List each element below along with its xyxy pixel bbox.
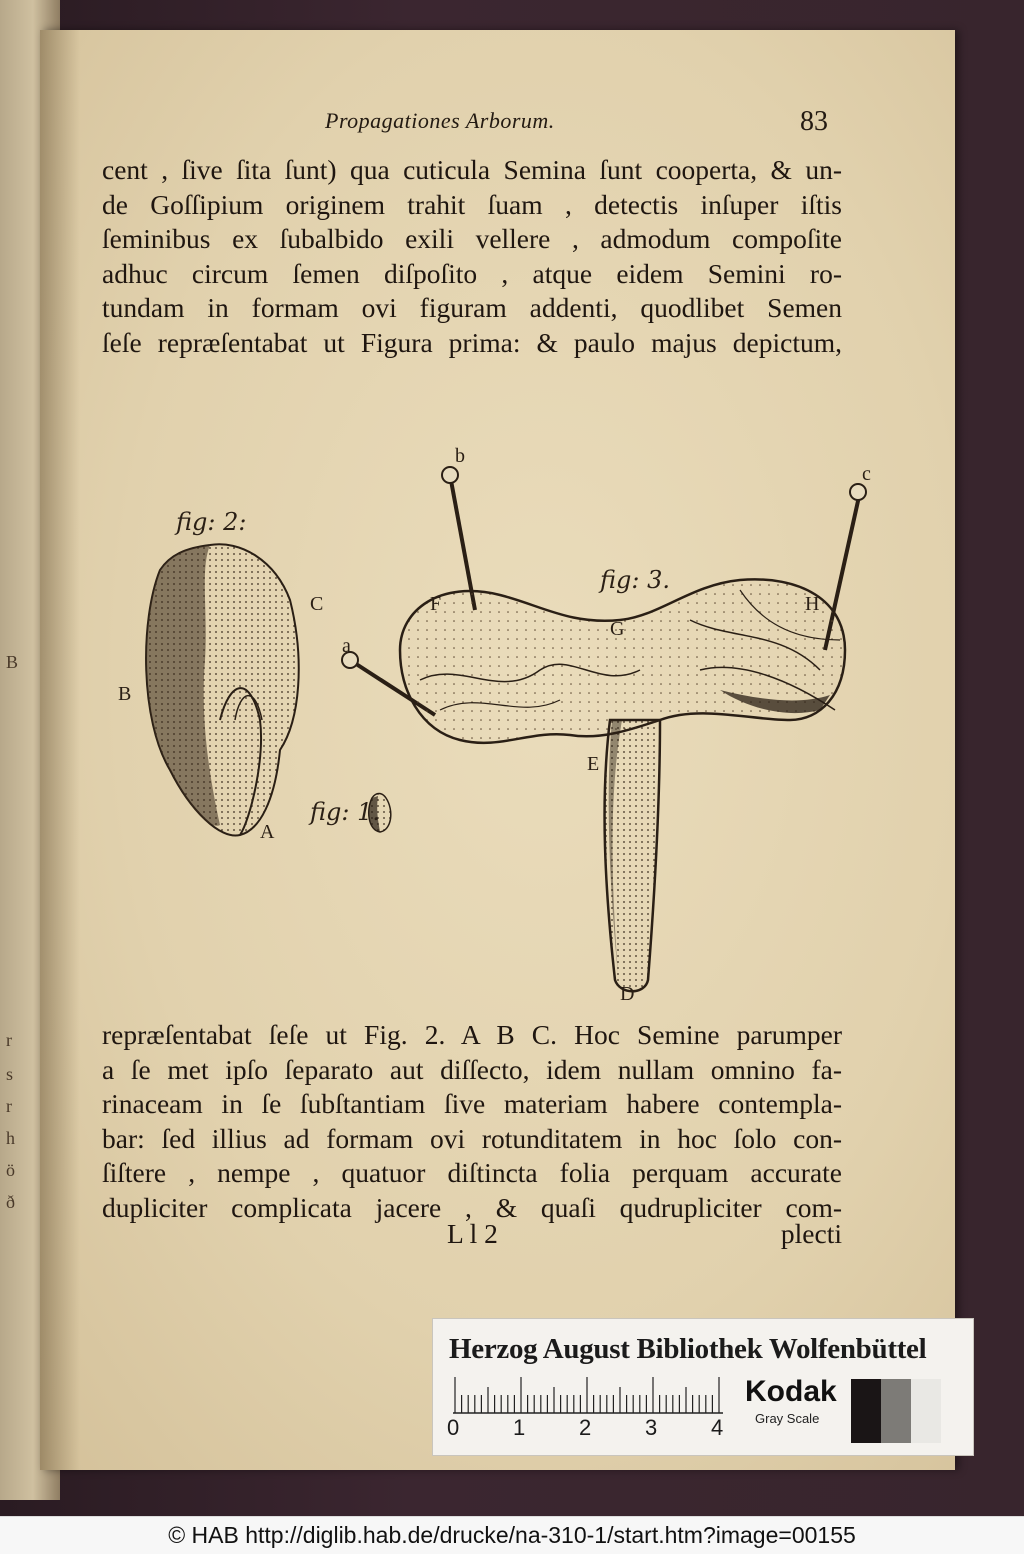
ruler-ticks [453, 1375, 723, 1415]
text-line: bar: ſed illius ad formam ovi rotunditatem in hoc ſolo con- [102, 1122, 842, 1154]
fig1-caption: fig: 1. [310, 798, 380, 826]
text-line: dupliciter complicata jacere , & quaſi qudrupliciter com- [102, 1191, 842, 1223]
engraved-illustration [100, 420, 871, 1010]
text-line: rinaceam in ſe ſubſtantiam ſive materiam habere contempla- [102, 1088, 842, 1120]
fig1-seed [308, 794, 391, 833]
margin-mark: h [6, 1128, 15, 1148]
swatch-mid [881, 1379, 911, 1443]
swatch-light [911, 1379, 941, 1443]
illustration-svg [100, 420, 871, 1010]
fig3-caption: fig: 3. [600, 566, 670, 594]
text-line: ſiſtere , nempe , quatuor diſtincta folia perquam accurate [102, 1157, 842, 1189]
fig2-caption: fig: 2: [176, 508, 247, 536]
text-line: adhuc circum ſemen diſpoſito , atque eidem Semini ro- [102, 257, 842, 289]
margin-mark: r [6, 1096, 12, 1116]
label-H: H [805, 593, 820, 615]
page-foot [102, 1218, 842, 1254]
ruler-numbers [447, 1415, 737, 1443]
ruler-number: 2 [579, 1415, 592, 1440]
text-line: repræſentabat ſeſe ut Fig. 2. A B C. Hoc Semine parumper [102, 1019, 842, 1050]
margin-mark: B [6, 652, 19, 672]
text-block-bottom [102, 1018, 842, 1226]
ruler-number: 3 [645, 1415, 658, 1440]
page-number: 83 [800, 106, 828, 137]
fig3-seedling [342, 445, 871, 1005]
label-B: B [118, 683, 132, 705]
library-name: Herzog August Bibliothek Wolfenbüttel [449, 1333, 927, 1365]
running-head: Propagationes Arborum. [325, 108, 555, 133]
kodak-logo: Kodak [745, 1375, 837, 1408]
ruler-number: 4 [711, 1415, 724, 1440]
label-G: G [610, 618, 625, 640]
text-line: ſeminibus ex ſubalbido exili vellere , admodum compoſite [102, 223, 842, 255]
gutter-shadow [40, 30, 80, 1470]
credit-link[interactable]: © HAB http://diglib.hab.de/drucke/na-310-1/start.htm?image=00155 [168, 1522, 856, 1548]
label-c: c [862, 463, 871, 485]
catchword: plecti [780, 1218, 842, 1249]
ruler-scale [453, 1375, 723, 1415]
label-F: F [430, 593, 442, 615]
ruler-number: 0 [447, 1415, 460, 1440]
library-scale-card [432, 1318, 974, 1456]
text-line: cent , ſive ſita ſunt) qua cuticula Semina ſunt cooperta, & un- [102, 154, 842, 185]
book-page [40, 30, 955, 1470]
fig2-seed [118, 508, 323, 843]
text-line: tundam in formam ovi figuram addenti, quodlibet Semen [102, 292, 842, 324]
footer-credit [0, 1516, 1024, 1554]
margin-mark: s [6, 1064, 14, 1084]
ruler-number: 1 [513, 1415, 526, 1440]
gray-swatches [851, 1379, 941, 1443]
text-line: ſeſe repræſentabat ut Figura prima: & paulo majus depictum, [102, 326, 842, 358]
text-line: a ſe met ipſo ſeparato aut diſſecto, idem nullam omnino fa- [102, 1053, 842, 1085]
swatch-dark [851, 1379, 881, 1443]
label-b: b [455, 445, 465, 467]
label-a: a [342, 635, 351, 657]
label-C: C [310, 593, 324, 615]
label-A: A [260, 821, 275, 843]
signature-mark: L l 2 [447, 1218, 498, 1249]
margin-mark: ö [6, 1160, 15, 1180]
text-block-top [102, 153, 842, 361]
margin-mark: ð [6, 1192, 15, 1212]
margin-mark: r [6, 1030, 12, 1050]
text-line: de Goſſipium originem trahit ſuam , detectis inſuper iſtis [102, 188, 842, 220]
label-E: E [587, 753, 600, 775]
label-D: D [620, 983, 635, 1005]
gray-scale-label: Gray Scale [755, 1411, 820, 1426]
